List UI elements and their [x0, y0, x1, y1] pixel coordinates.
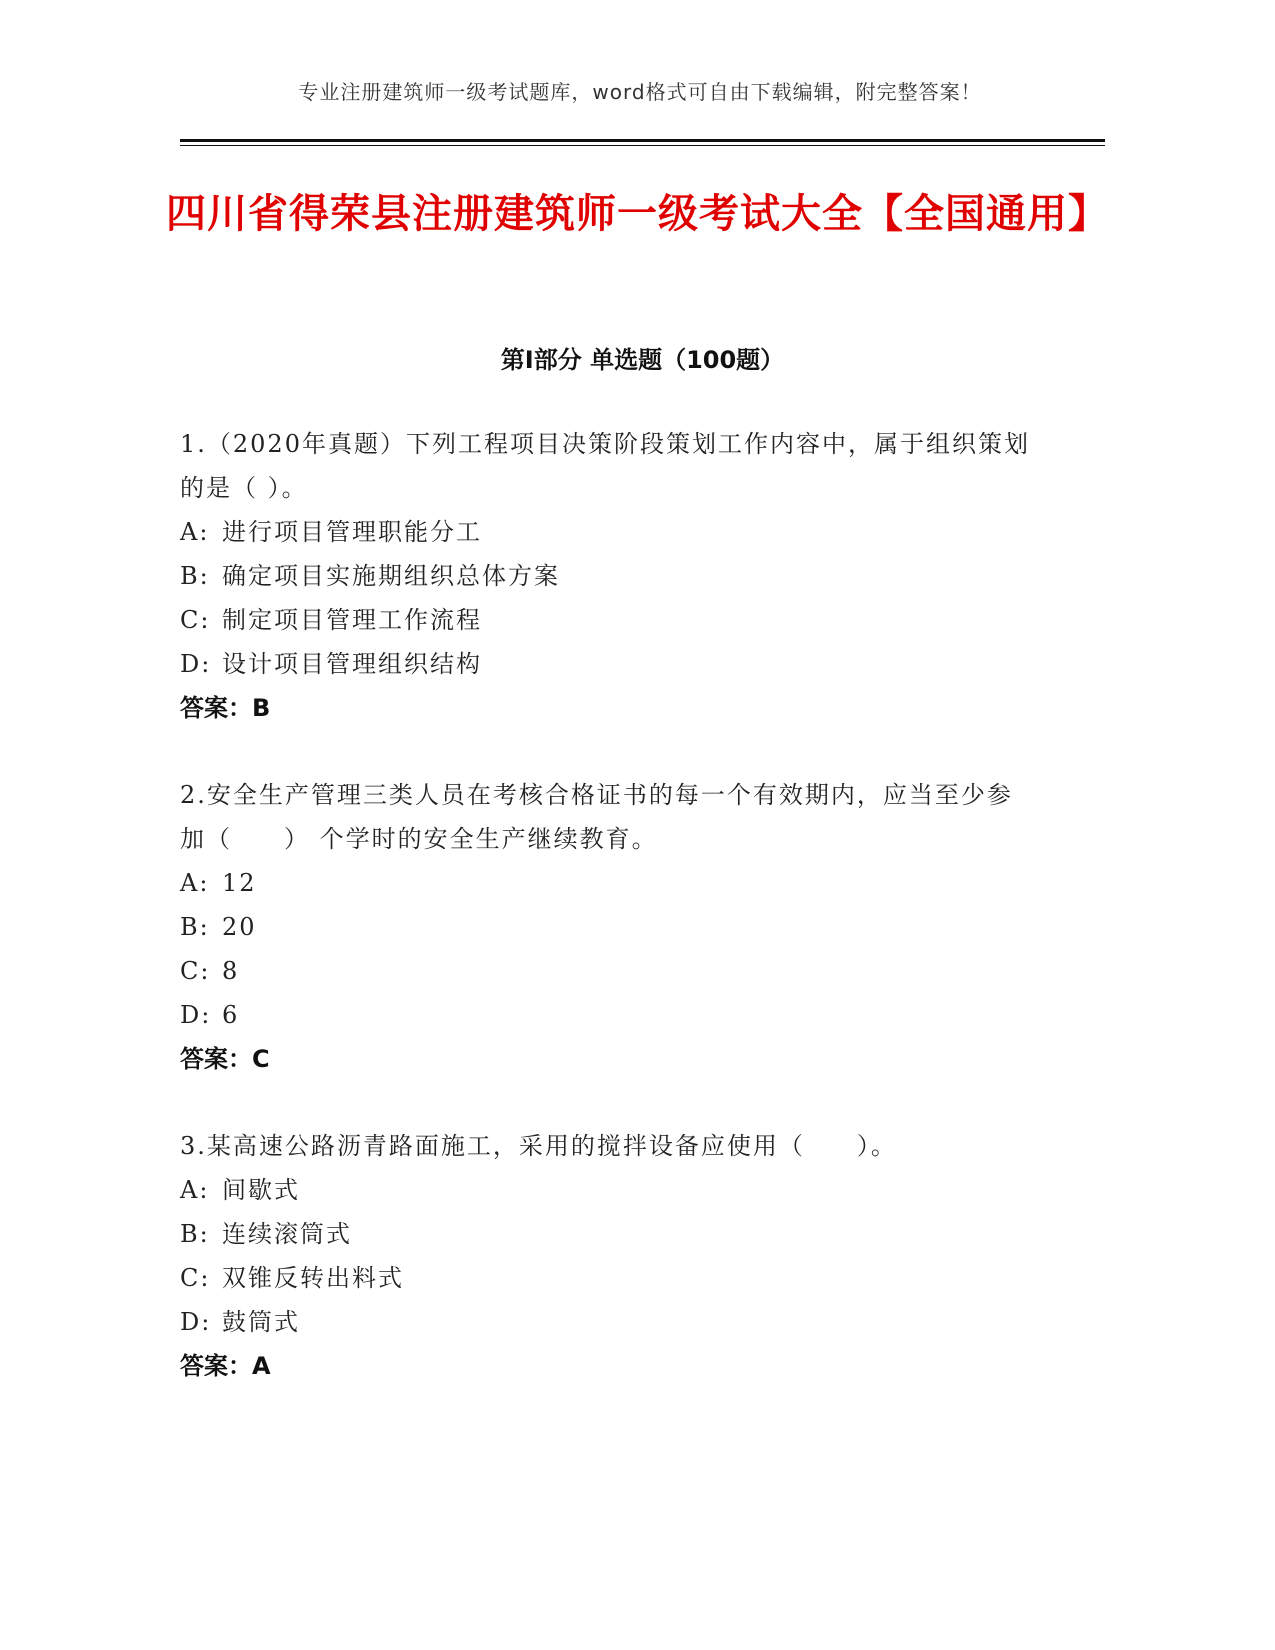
- answer-line: 答案：A: [180, 1352, 271, 1380]
- option-c: [180, 1256, 1030, 1300]
- option-key: A:: [180, 1176, 210, 1204]
- option-key: C:: [180, 1264, 211, 1292]
- question-list: [180, 422, 1030, 1431]
- option-text: 双锥反转出料式: [222, 1264, 404, 1292]
- option-text: 制定项目管理工作流程: [222, 606, 482, 634]
- option-text: 设计项目管理组织结构: [222, 650, 482, 678]
- option-c: [180, 598, 1030, 642]
- header-rule-thick: [180, 139, 1105, 142]
- option-key: A:: [180, 869, 210, 897]
- option-a: [180, 1168, 1030, 1212]
- section-title: 第Ⅰ部分 单选题（100题）: [500, 346, 785, 374]
- header-rule-thin: [180, 145, 1105, 146]
- option-c: [180, 949, 1030, 993]
- option-text: 连续滚筒式: [222, 1220, 352, 1248]
- option-key: A:: [180, 518, 210, 546]
- option-b: [180, 1212, 1030, 1256]
- document-title: 四川省得荣县注册建筑师一级考试大全【全国通用】: [166, 191, 1109, 237]
- question-stem: 1.（2020年真题）下列工程项目决策阶段策划工作内容中，属于组织策划的是（ ）。: [180, 430, 1030, 502]
- question-stem: 2.安全生产管理三类人员在考核合格证书的每一个有效期内，应当至少参加（ ） 个学时的安全生产继续教育。: [180, 781, 1013, 853]
- answer-line: 答案：B: [180, 694, 271, 722]
- question-stem: 3.某高速公路沥青路面施工，采用的搅拌设备应使用（ ）。: [180, 1132, 897, 1160]
- option-b: [180, 554, 1030, 598]
- option-a: [180, 861, 1030, 905]
- option-text: 鼓筒式: [222, 1308, 300, 1336]
- header-note: 专业注册建筑师一级考试题库，word格式可自由下载编辑，附完整答案！: [298, 80, 982, 104]
- option-text: 6: [222, 1001, 240, 1029]
- option-d: [180, 1300, 1030, 1344]
- question-1: [180, 422, 1030, 730]
- option-key: B:: [180, 562, 210, 590]
- option-key: B:: [180, 1220, 210, 1248]
- option-text: 进行项目管理职能分工: [222, 518, 482, 546]
- option-text: 8: [222, 957, 240, 985]
- option-a: [180, 510, 1030, 554]
- answer-line: 答案：C: [180, 1045, 270, 1073]
- option-text: 间歇式: [222, 1176, 300, 1204]
- option-d: [180, 642, 1030, 686]
- option-key: D:: [180, 1308, 212, 1336]
- option-key: C:: [180, 957, 211, 985]
- option-text: 20: [222, 913, 257, 941]
- option-key: B:: [180, 913, 210, 941]
- option-text: 确定项目实施期组织总体方案: [222, 562, 560, 590]
- question-3: [180, 1124, 1030, 1388]
- option-b: [180, 905, 1030, 949]
- option-key: D:: [180, 1001, 212, 1029]
- option-key: C:: [180, 606, 211, 634]
- option-key: D:: [180, 650, 212, 678]
- option-d: [180, 993, 1030, 1037]
- question-2: [180, 773, 1030, 1081]
- option-text: 12: [222, 869, 257, 897]
